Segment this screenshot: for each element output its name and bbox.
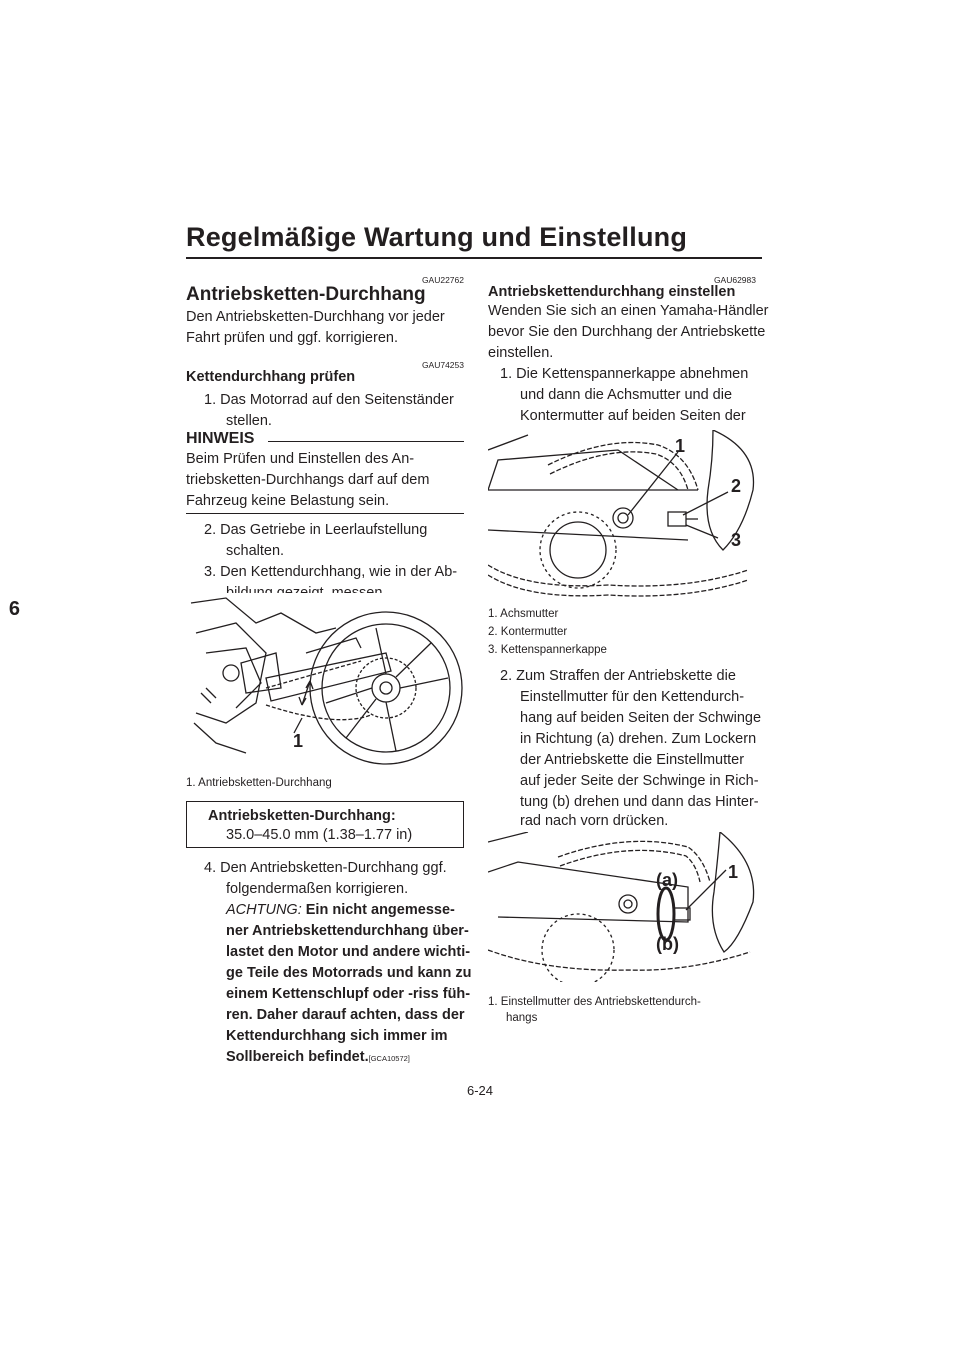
- note-line-2: triebsketten-Durchhangs darf auf dem: [186, 472, 430, 488]
- subsection-heading-check: Kettendurchhang prüfen: [186, 369, 356, 385]
- adjust-step-2-line-5: der Antriebskette die Einstellmutter: [520, 752, 745, 768]
- spec-label: Antriebsketten-Durchhang:: [208, 808, 396, 824]
- adjust-intro-line-2: bevor Sie den Durchhang der Antriebskette: [488, 324, 766, 340]
- figure2-label-1: 1: [675, 436, 686, 456]
- caution-text-end: Sollbereich befindet.: [226, 1049, 369, 1065]
- subsection-heading-adjust: Antriebskettendurchhang einstellen: [488, 284, 736, 300]
- figure-axle-nut: [488, 430, 758, 606]
- figure1-label: 1: [293, 731, 304, 751]
- figure-adjusting-nut: [488, 832, 758, 982]
- subsection-code: GAU74253: [421, 360, 464, 370]
- note-title: HINWEIS: [186, 430, 255, 447]
- intro-line-2: Fahrt prüfen und ggf. korrigieren.: [186, 330, 398, 346]
- caution-label: ACHTUNG:: [226, 902, 302, 918]
- caution-line-4: ge Teile des Motorrads und kann zu: [226, 965, 472, 981]
- section-code: GAU22762: [421, 275, 464, 285]
- adjust-step-2-line-4: in Richtung (a) drehen. Zum Lockern: [520, 731, 757, 747]
- page-header-title: Regelmäßige Wartung und Einstellung: [186, 222, 688, 252]
- adjust-step-1-line-3: Kontermutter auf beiden Seiten der: [520, 408, 746, 424]
- figure3-caption-line-1: 1. Einstellmutter des Antriebskettendurch-: [488, 996, 701, 1008]
- note-top-rule: [268, 441, 464, 442]
- step-1-line-1: 1. Das Motorrad auf den Seitenständer: [204, 392, 454, 408]
- adjust-step-1-line-2: und dann die Achsmutter und die: [520, 387, 733, 403]
- figure3-label-1: 1: [728, 862, 739, 882]
- figure3-label-a: (a): [656, 870, 678, 890]
- adjust-step-2-line-8: rad nach vorn drücken.: [520, 813, 669, 829]
- step-1-line-2: stellen.: [226, 413, 272, 429]
- figure2-caption-1: 1. Achsmutter: [488, 608, 559, 620]
- caution-line-7: Kettendurchhang sich immer im: [226, 1028, 448, 1044]
- note-line-1: Beim Prüfen und Einstellen des An-: [186, 451, 415, 467]
- section-heading: Antriebsketten-Durchhang: [186, 284, 426, 305]
- header-rule: [186, 257, 762, 259]
- intro-line-1: Den Antriebsketten-Durchhang vor jeder: [186, 309, 445, 325]
- adjust-intro-line-3: einstellen.: [488, 345, 554, 361]
- adjust-step-1-line-1: 1. Die Kettenspannerkappe abnehmen: [500, 366, 749, 382]
- figure2-label-2: 2: [731, 476, 742, 496]
- adjust-intro-line-1: Wenden Sie sich an einen Yamaha-Händler: [488, 303, 769, 319]
- spec-value: 35.0–45.0 mm (1.38–1.77 in): [226, 827, 413, 843]
- chapter-number: 6: [8, 598, 20, 620]
- caution-line-3: lastet den Motor und andere wichti-: [226, 944, 471, 960]
- caution-line-1: [226, 900, 455, 922]
- adjust-section-code: GAU62983: [713, 275, 756, 285]
- figure1-caption: 1. Antriebsketten-Durchhang: [186, 777, 332, 789]
- caution-line-8: [226, 1047, 410, 1070]
- page-number: 6-24: [466, 1083, 494, 1098]
- note-line-3: Fahrzeug keine Belastung sein.: [186, 493, 390, 509]
- figure2-caption-2: 2. Kontermutter: [488, 626, 568, 638]
- note-bottom-rule: [186, 513, 464, 514]
- figure-chain-slack: [186, 593, 464, 771]
- adjust-step-2-line-3: hang auf beiden Seiten der Schwinge: [520, 710, 762, 726]
- step-2-line-2: schalten.: [226, 543, 285, 559]
- step-3-line-1: 3. Den Kettendurchhang, wie in der Ab-: [204, 564, 458, 580]
- figure3-label-b: (b): [656, 934, 679, 954]
- figure2-label-3: 3: [731, 530, 742, 550]
- figure3-caption-line-2: hangs: [506, 1012, 538, 1024]
- adjust-step-2-line-6: auf jeder Seite der Schwinge in Rich-: [520, 773, 759, 789]
- figure2-caption-3: 3. Kettenspannerkappe: [488, 644, 607, 656]
- caution-line-6: ren. Daher darauf achten, dass der: [226, 1007, 465, 1023]
- adjust-step-2-line-1: 2. Zum Straffen der Antriebskette die: [500, 668, 736, 684]
- step-4-line-1: 4. Den Antriebsketten-Durchhang ggf.: [204, 860, 447, 876]
- caution-line-2: ner Antriebskettendurchhang über-: [226, 923, 469, 939]
- adjust-step-2-line-7: tung (b) drehen und dann das Hinter-: [520, 794, 759, 810]
- step-4-line-2: folgendermaßen korrigieren.: [226, 881, 409, 897]
- caution-code: [GCA10572]: [368, 1054, 410, 1063]
- caution-text-start: Ein nicht angemesse-: [305, 902, 455, 918]
- step-2-line-1: 2. Das Getriebe in Leerlaufstellung: [204, 522, 428, 538]
- adjust-step-2-line-2: Einstellmutter für den Kettendurch-: [520, 689, 745, 705]
- caution-line-5: einem Kettenschlupf oder -riss füh-: [226, 986, 471, 1002]
